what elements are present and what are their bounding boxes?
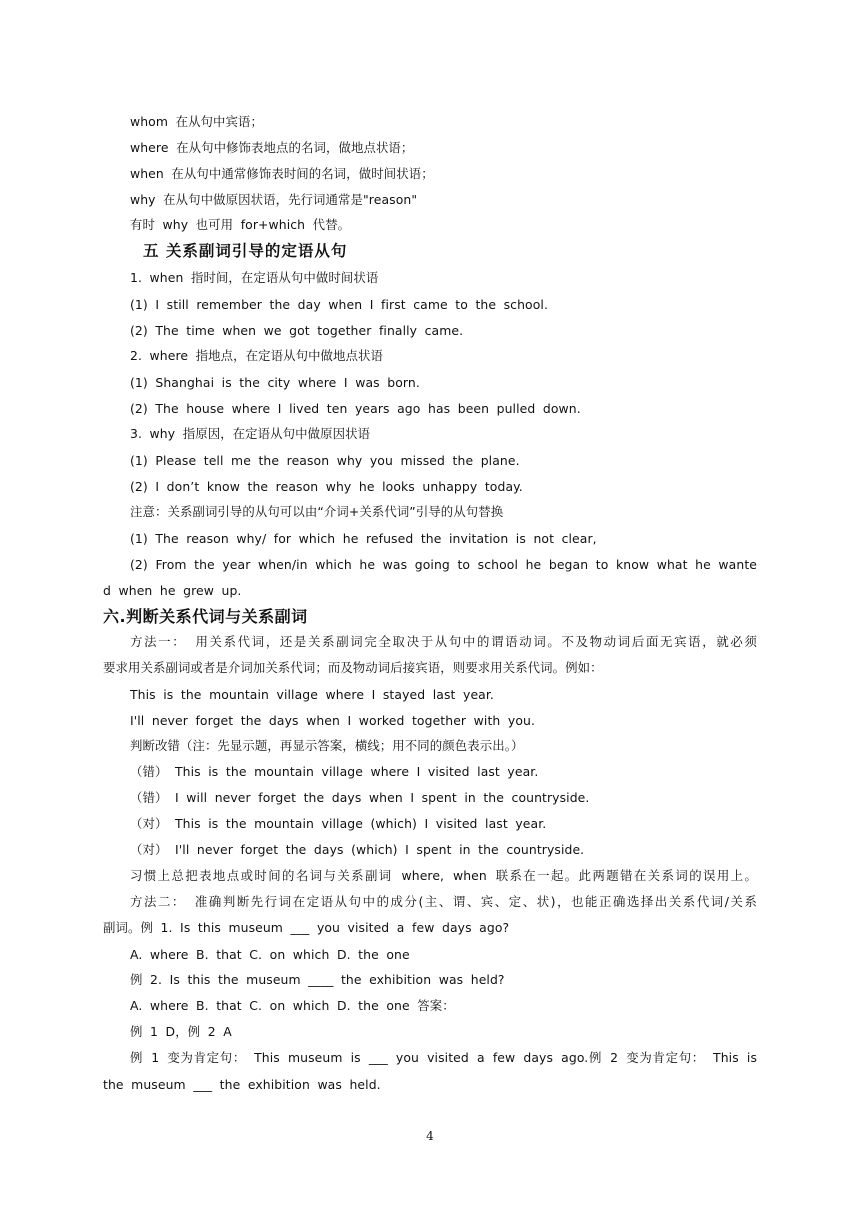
- example-sentence: (2) The house where I lived ten years ago has been pulled down.: [130, 401, 581, 416]
- answer-options: A. where B. that C. on which D. the one: [130, 947, 410, 962]
- text-line: 有时 why 也可用 for+which 代替。: [130, 217, 351, 232]
- text-line: 判断改错（注：先显示题，再显示答案，横线；用不同的颜色表示出。）: [130, 738, 524, 753]
- exercise-line: （错） This is the mountain village where I visited last year.: [130, 764, 539, 779]
- example-sentence: I'll never forget the days when I worked together with you.: [130, 713, 536, 728]
- paragraph-line: 方法二： 准确判断先行词在定语从句中的成分(主、谓、宾、定、状)，也能正确选择出关系代词/关系: [130, 894, 757, 909]
- paragraph-line: 要求用关系副词或者是介词加关系代词；而及物动词后接宾语，则要求用关系代词。例如：: [103, 660, 603, 675]
- example-sentence: (2) I don’t know the reason why he looks unhappy today.: [130, 479, 523, 494]
- example-sentence: (2) The time when we got together finally came.: [130, 323, 464, 338]
- example-sentence: This is the mountain village where I stayed last year.: [130, 687, 494, 702]
- paragraph-line: 方法一： 用关系代词，还是关系副词完全取决于从句中的谓语动词。不及物动词后面无宾语，就必须: [130, 634, 757, 649]
- example-sentence: (1) Shanghai is the city where I was born.: [130, 375, 420, 390]
- paragraph-line: 习惯上总把表地点或时间的名词与关系副词 where, when 联系在一起。此两题错在关系词的误用上。: [130, 868, 757, 883]
- example-sentence: (1) Please tell me the reason why you missed the plane.: [130, 453, 520, 468]
- exercise-line: （错） I will never forget the days when I spent in the countryside.: [130, 790, 590, 805]
- text-line: where 在从句中修饰表地点的名词，做地点状语；: [130, 140, 414, 155]
- example-question: 例 2. Is this the museum ____ the exhibition was held?: [130, 972, 505, 987]
- section-heading-6: 六.判断关系代词与关系副词: [103, 607, 308, 626]
- text-line: 2. where 指地点，在定语从句中做地点状语: [130, 348, 384, 363]
- example-sentence: (1) The reason why/ for which he refused the invitation is not clear,: [130, 531, 597, 546]
- text-line: 1. when 指时间，在定语从句中做时间状语: [130, 270, 379, 285]
- section-heading-5: 五 关系副词引导的定语从句: [143, 242, 348, 260]
- page-number: 4: [426, 1129, 434, 1143]
- answer-options: A. where B. that C. on which D. the one 答案：: [130, 998, 455, 1013]
- note-line: 注意：关系副词引导的从句可以由“介词+关系代词”引导的从句替换: [130, 504, 504, 519]
- exercise-line: （对） I'll never forget the days (which) I spent in the countryside.: [130, 842, 585, 857]
- answer-line: 例 1 D，例 2 A: [130, 1024, 232, 1039]
- example-sentence: (1) I still remember the day when I first came to the school.: [130, 297, 548, 312]
- paragraph-line: the museum ___ the exhibition was held.: [103, 1077, 381, 1092]
- example-sentence-continued: d when he grew up.: [103, 583, 242, 598]
- text-line: 3. why 指原因，在定语从句中做原因状语: [130, 426, 371, 441]
- example-sentence: (2) From the year when/in which he was going to school he began to know what he wante: [130, 557, 757, 572]
- paragraph-line: 例 1 变为肯定句： This museum is ___ you visited a few days ago.例 2 变为肯定句： This is: [130, 1050, 757, 1065]
- paragraph-line: 副词。例 1. Is this museum ___ you visited a few days ago?: [103, 920, 510, 935]
- text-line: why 在从句中做原因状语，先行词通常是"reason": [130, 192, 418, 207]
- exercise-line: （对） This is the mountain village (which) I visited last year.: [130, 816, 547, 831]
- text-line: when 在从句中通常修饰表时间的名词，做时间状语；: [130, 166, 434, 181]
- text-line: whom 在从句中宾语；: [130, 114, 264, 129]
